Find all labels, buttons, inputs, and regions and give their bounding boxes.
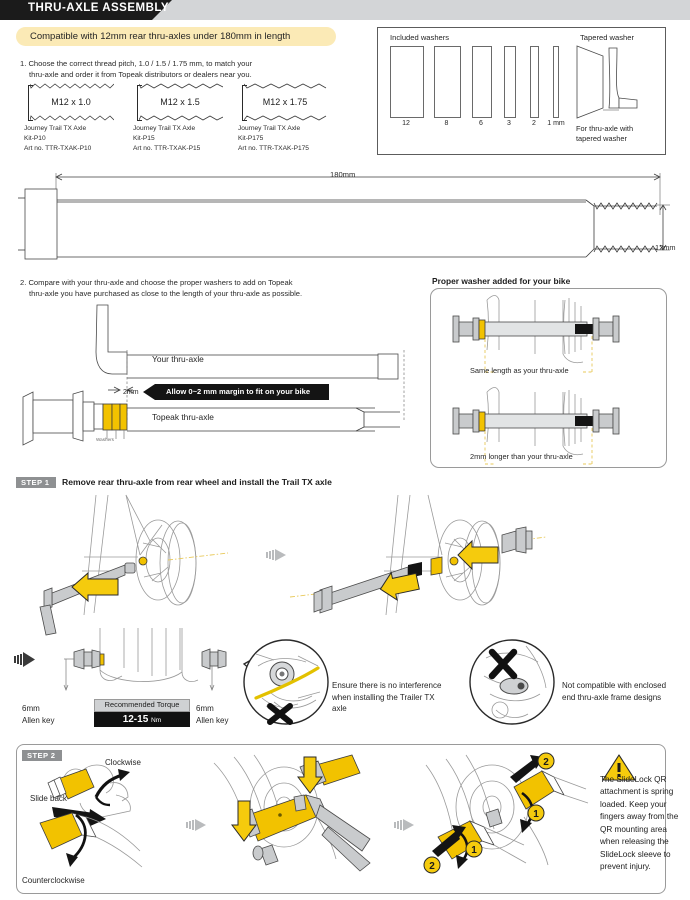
page-title: THRU-AXLE ASSEMBLY [28,2,170,14]
washer-6mm [472,46,492,118]
washers-tick-label: Washers [96,437,114,442]
step1-figure-install-axle [290,495,570,630]
washer-2mm [530,46,539,118]
thread-bottom-icon [244,115,328,121]
ensure-no-interference-text: Ensure there is no interference when installing the Trailer TX axle [332,681,442,714]
compatibility-banner-text: Compatible with 12mm rear thru-axles under 180mm in length [30,31,291,42]
product-kit: Kit-P10 [24,134,46,142]
thread-top-icon [139,83,223,89]
tapered-washer-caption [576,124,662,144]
sequence-arrow-icon [394,818,416,832]
step2-figure-tighten [418,755,588,887]
margin-dimension-label: 2mm [123,389,139,396]
proper-washer-figures [435,292,663,464]
thread-bottom-icon [139,115,223,121]
washer-label-3: 3 [507,120,511,127]
instruction-note-1 [20,58,350,80]
allen-left-text: Allen key [22,716,55,725]
caption-same-length: Same length as your thru-axle [470,366,569,375]
washer-label-8: 8 [444,120,449,127]
thread-pitch-figure [238,83,332,121]
note-1-line-1: 1. Choose the correct thread pitch, 1.0 / 1.5 / 1.75 mm, to match your [20,59,253,68]
step-1-badge: STEP 1 [16,477,56,488]
thread-pitch-card-p10 [24,83,118,154]
step1-figure-remove-axle [30,495,280,630]
thread-bottom-icon [30,115,114,121]
note-2-line-1: 2. Compare with your thru-axle and choose the proper washers to add on Topeak [20,278,293,287]
callout-not-compatible [466,636,558,728]
callout-number-2: 2 [429,861,435,872]
callout-number-2: 2 [543,757,549,768]
margin-callout-text: Allow 0~2 mm margin to fit on your bike [166,387,311,396]
axle-dimension-diagram [0,165,690,270]
thread-pitch-label: M12 x 1.5 [160,97,200,107]
product-art-no: Art no. TTR-TXAK-P15 [133,144,201,152]
thread-top-icon [244,83,328,89]
tapered-caption-line-1: For thru-axle with [576,124,634,133]
tapered-washer-figure [575,42,663,120]
topeak-thru-axle-label: Topeak thru-axle [152,412,214,422]
allen-key-left-label [22,703,82,727]
product-name: Journey Trail TX Axle [24,125,87,132]
thread-pitch-card-p175 [238,83,332,154]
thread-pitch-figure [133,83,227,121]
step-2-badge: STEP 2 [22,750,62,761]
caption-2mm-longer: 2mm longer than your thru-axle [470,452,573,461]
product-art-no: Art no. TTR-TXAK-P175 [238,144,309,152]
washer-8mm [434,46,461,118]
axle-length-label: 180mm [330,170,356,179]
axle-diameter-label: 12mm [655,243,676,252]
your-thru-axle-label: Your thru-axle [152,354,204,364]
thread-pitch-card-p15 [133,83,227,154]
washer-1mm [553,46,559,118]
label-counterclockwise: Counterclockwise [22,876,85,885]
slidelock-warning-text: The SlideLock QR attachment is spring loaded. Keep your fingers away from the QR mounting area when releasing the SlideLock sleeve to prevent injury. [600,775,679,872]
sequence-arrow-icon [186,818,208,832]
product-name: Journey Trail TX Axle [238,125,301,132]
sequence-arrow-icon [266,548,288,562]
washer-12mm [390,46,424,118]
included-washers-title: Included washers [390,33,450,42]
tapered-caption-line-2: tapered washer [576,133,627,143]
not-compatible-text: Not compatible with enclosed end thru-axle frame designs [562,681,667,702]
product-kit: Kit-P175 [238,134,264,142]
step2-figure-slide-back [24,755,174,887]
instruction-note-2 [20,277,410,299]
callout-derailleur-interference [236,636,332,728]
label-slide-back: Slide back [30,794,67,803]
callout-number-1: 1 [533,809,539,820]
label-clockwise: Clockwise [105,758,142,767]
thread-pitch-label: M12 x 1.75 [262,97,308,107]
washer-label-2: 2 [532,120,536,127]
torque-unit: Nm [151,717,162,724]
washer-label-6: 6 [479,120,483,127]
washer-label-1mm: 1 mm [547,120,565,127]
thread-top-icon [30,83,114,89]
washer-label-12: 12 [402,120,410,127]
step1-figure-torque [14,628,264,706]
note-2-line-2: thru-axle you have purchased as close to the length of your thru-axle as possible. [29,289,303,298]
axle-comparison-figure [0,300,425,450]
torque-header-text: Recommended Torque [104,700,180,709]
allen-right-text: Allen key [196,716,229,725]
allen-right-size: 6mm [196,704,214,713]
callout-number-1: 1 [471,845,477,856]
thread-pitch-figure [24,83,118,121]
step2-figure-install [212,755,372,887]
product-kit: Kit-P15 [133,134,155,142]
step-1-title: Remove rear thru-axle from rear wheel and install the Trail TX axle [62,477,332,487]
allen-left-size: 6mm [22,704,40,713]
tapered-washer-title: Tapered washer [580,33,635,42]
torque-value-text [94,714,190,725]
torque-number: 12-15 [122,714,149,725]
product-art-no: Art no. TTR-TXAK-P10 [24,144,92,152]
washer-3mm [504,46,516,118]
note-1-line-2: thru-axle and order it from Topeak distributors or dealers near you. [29,70,252,79]
thread-pitch-label: M12 x 1.0 [51,97,91,107]
proper-washer-title: Proper washer added for your bike [432,276,571,286]
product-name: Journey Trail TX Axle [133,125,196,132]
